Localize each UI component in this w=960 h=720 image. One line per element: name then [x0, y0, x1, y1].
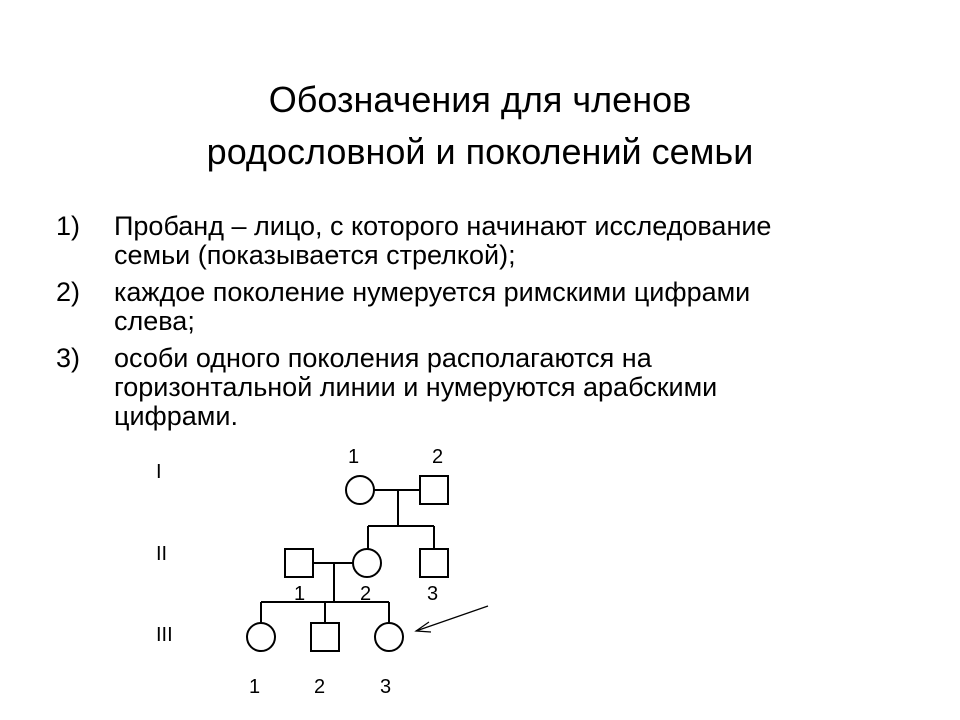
- male-symbol: [420, 476, 448, 504]
- list-item-line: Пробанд – лицо, с которого начинают исследование: [114, 211, 772, 241]
- male-symbol: [311, 623, 339, 651]
- list-item-line: семьи (показывается стрелкой);: [114, 240, 516, 270]
- female-symbol: [346, 476, 374, 504]
- generation-label-3: III: [156, 624, 173, 646]
- gen3-number: 2: [314, 676, 326, 698]
- proband-female-symbol: [375, 623, 403, 651]
- list-item-number: 1): [56, 211, 81, 241]
- list-item-line: особи одного поколения располагаются на: [114, 343, 652, 373]
- male-symbol: [285, 549, 313, 577]
- gen2-number: 1: [294, 583, 306, 605]
- list-item-line: каждое поколение нумеруется римскими цифрами: [114, 277, 751, 307]
- gen3-number: 1: [249, 676, 261, 698]
- list-item-number: 2): [56, 277, 81, 307]
- gen1-number: 1: [348, 446, 360, 468]
- gen2-number: 3: [427, 583, 439, 605]
- female-symbol: [247, 623, 275, 651]
- slide-title-line-2: родословной и поколений семьи: [206, 131, 754, 172]
- list-item-number: 3): [56, 343, 81, 373]
- proband-arrow: [416, 606, 488, 631]
- generation-label-1: I: [156, 461, 162, 483]
- list-item-line: цифрами.: [114, 401, 238, 431]
- gen3-number: 3: [380, 676, 392, 698]
- male-symbol: [420, 549, 448, 577]
- female-symbol: [353, 549, 381, 577]
- list-item-line: слева;: [114, 306, 195, 336]
- slide-title-line-1: Обозначения для членов: [268, 79, 692, 120]
- gen1-number: 2: [432, 446, 444, 468]
- list-item-line: горизонтальной линии и нумеруются арабскими: [114, 372, 718, 402]
- gen2-number: 2: [360, 583, 372, 605]
- generation-label-2: II: [156, 543, 168, 565]
